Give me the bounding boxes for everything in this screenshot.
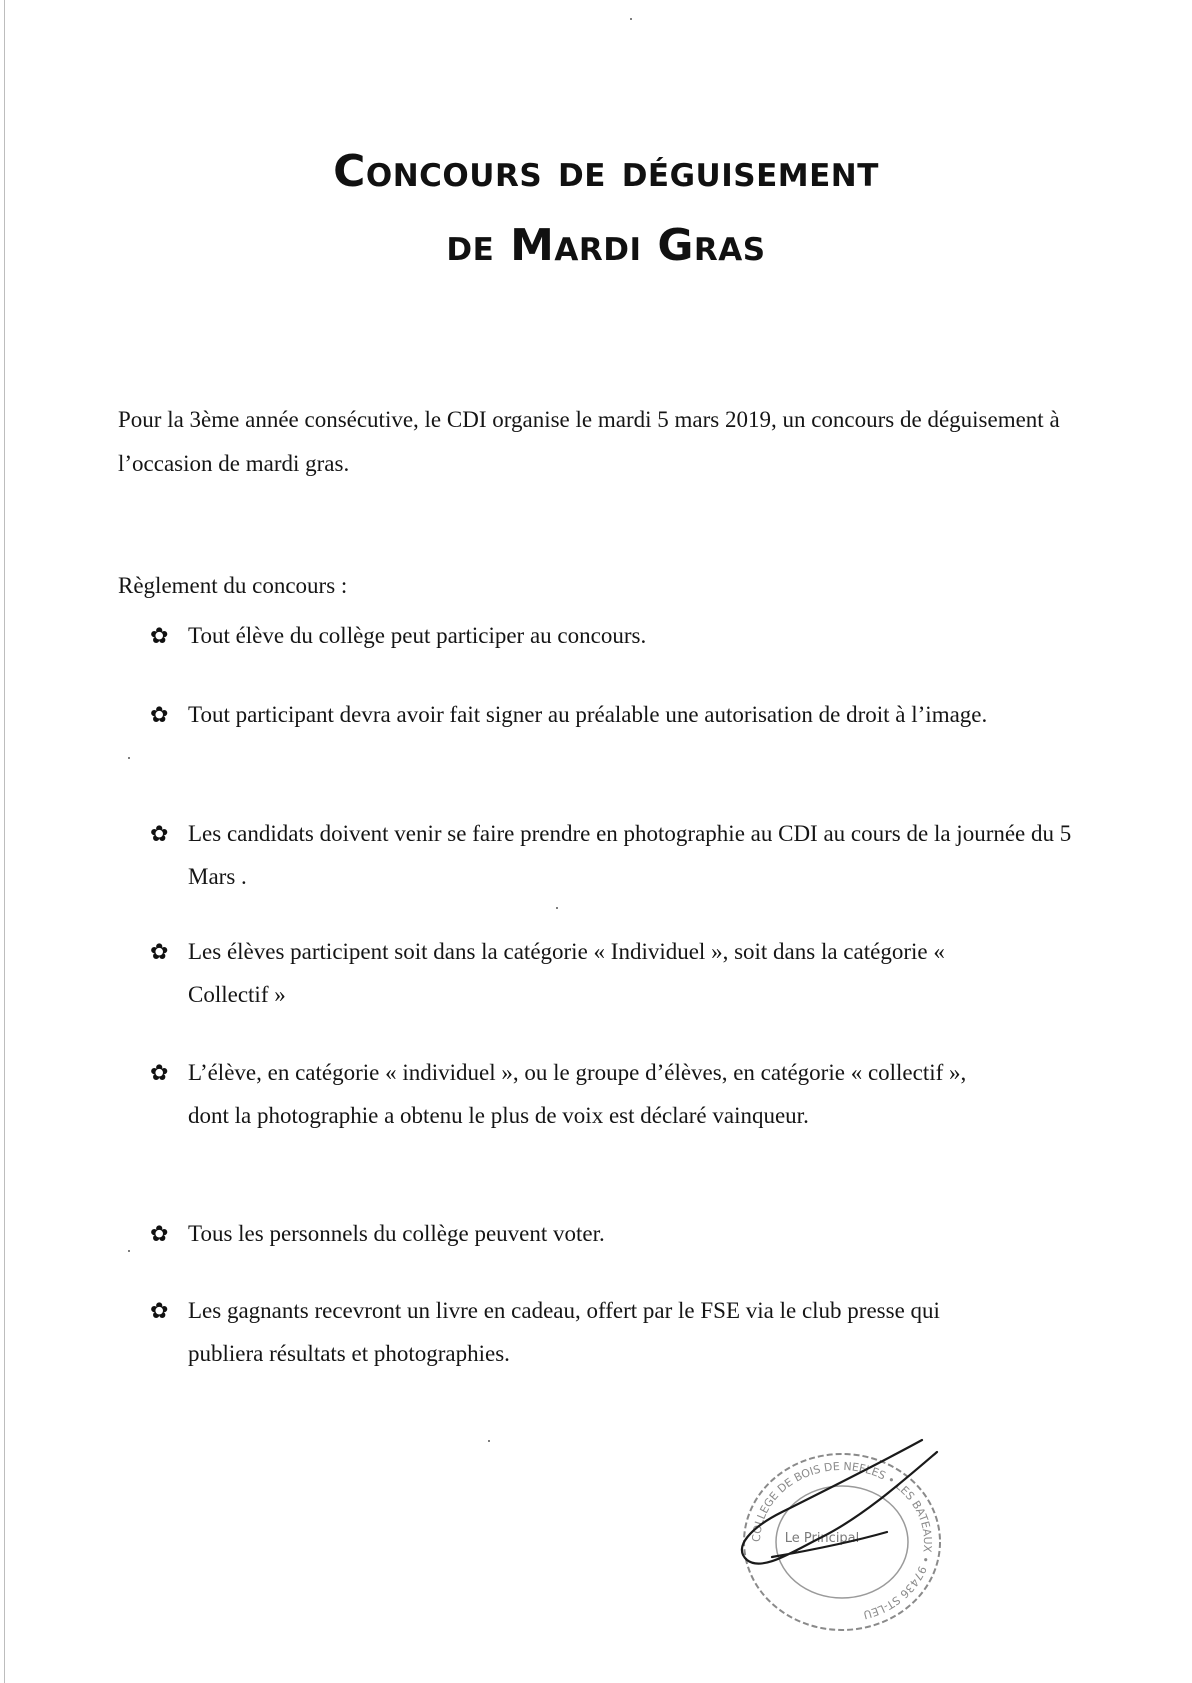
rule-item [150, 812, 1090, 898]
rules-heading: Règlement du concours : [118, 573, 348, 598]
flower-icon: ✿ [150, 702, 169, 727]
rule-text: Les gagnants recevront un livre en cadeau, offert par le FSE via le club presse qui publiera résultats et photographies. [188, 1298, 940, 1366]
rule-item [150, 693, 1100, 736]
rule-text: L’élève, en catégorie « individuel », ou le groupe d’élèves, en catégorie « collectif », dont la photographie a obtenu le plus de voix est déclaré vainqueur. [188, 1060, 967, 1128]
official-stamp [712, 1432, 972, 1652]
flower-icon: ✿ [150, 939, 169, 964]
flower-icon: ✿ [150, 821, 169, 846]
scan-speck [128, 1250, 130, 1252]
scan-speck [488, 1440, 490, 1442]
page-edge-line [4, 0, 5, 1683]
rule-item [150, 1289, 1010, 1375]
title-line-1: Concours de déguisement [333, 146, 879, 197]
scan-speck [556, 907, 558, 909]
rule-item [150, 614, 1090, 657]
stamp-ring-text: COLLEGE DE BOIS DE NEFLES • LES BATEAUX • 97436 ST-LEU [749, 1459, 935, 1622]
scan-speck [128, 757, 130, 759]
rule-item [150, 1212, 1090, 1255]
stamp-label: Le Principal [784, 1531, 860, 1546]
rule-text: Les élèves participent soit dans la catégorie « Individuel », soit dans la catégorie « Collectif » [188, 939, 945, 1007]
flower-icon: ✿ [150, 623, 169, 648]
rule-text: Tout élève du collège peut participer au concours. [188, 623, 647, 648]
rule-text: Les candidats doivent venir se faire prendre en photographie au CDI au cours de la journée du 5 Mars . [188, 821, 1072, 889]
rule-text: Tous les personnels du collège peuvent voter. [188, 1221, 605, 1246]
flower-icon: ✿ [150, 1298, 169, 1323]
scan-speck [630, 18, 632, 20]
rule-item [150, 930, 970, 1016]
flower-icon: ✿ [150, 1221, 169, 1246]
flower-icon: ✿ [150, 1060, 169, 1085]
rule-text: Tout participant devra avoir fait signer au préalable une autorisation de droit à l’image. [188, 702, 988, 727]
rule-item [150, 1051, 980, 1137]
intro-paragraph: Pour la 3ème année consécutive, le CDI organise le mardi 5 mars 2019, un concours de déguisement à l’occasion de mardi gras. [118, 407, 1060, 476]
title-line-2: de Mardi Gras [446, 220, 766, 271]
